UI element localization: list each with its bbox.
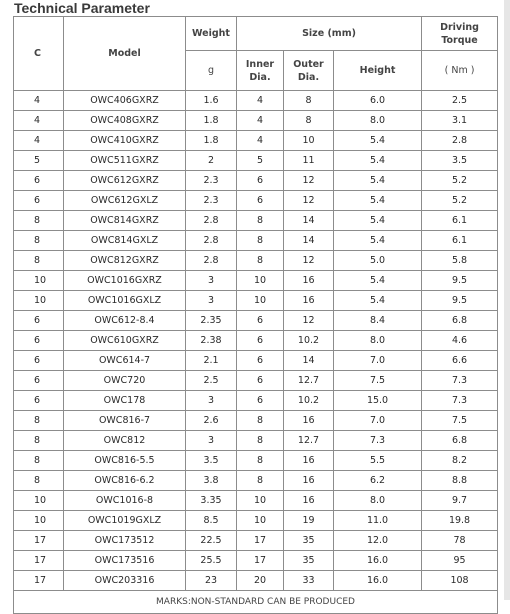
cell-weight: 2.8 [186, 231, 237, 251]
cell-model: OWC814GXRZ [64, 211, 186, 231]
cell-height: 6.0 [334, 91, 422, 111]
technical-parameter-table [13, 16, 498, 614]
cell-torque: 5.2 [422, 171, 498, 191]
cell-model: OWC816-7 [64, 411, 186, 431]
header-inner-line2: Dia. [249, 71, 271, 83]
cell-c: 10 [14, 491, 64, 511]
header-outer-dia [284, 51, 334, 91]
cell-height: 5.4 [334, 271, 422, 291]
cell-model: OWC173516 [64, 551, 186, 571]
cell-inner: 6 [237, 331, 284, 351]
table-row [14, 471, 498, 491]
cell-height: 5.4 [334, 171, 422, 191]
cell-c: 4 [14, 91, 64, 111]
cell-outer: 14 [284, 211, 334, 231]
cell-c: 6 [14, 311, 64, 331]
table-row [14, 351, 498, 371]
table-row [14, 291, 498, 311]
cell-inner: 6 [237, 171, 284, 191]
cell-c: 5 [14, 151, 64, 171]
header-size: Size (mm) [237, 17, 422, 51]
header-weight-unit: g [186, 51, 237, 91]
cell-weight: 3.35 [186, 491, 237, 511]
cell-model: OWC812 [64, 431, 186, 451]
cell-weight: 1.8 [186, 111, 237, 131]
cell-model: OWC406GXRZ [64, 91, 186, 111]
cell-model: OWC812GXRZ [64, 251, 186, 271]
cell-weight: 3 [186, 391, 237, 411]
footer-note: MARKS:NON-STANDARD CAN BE PRODUCED [14, 591, 498, 614]
header-weight: Weight [186, 17, 237, 51]
cell-inner: 8 [237, 451, 284, 471]
cell-model: OWC816-6.2 [64, 471, 186, 491]
cell-inner: 10 [237, 271, 284, 291]
cell-model: OWC408GXRZ [64, 111, 186, 131]
cell-inner: 5 [237, 151, 284, 171]
footer-row [14, 591, 498, 614]
cell-outer: 16 [284, 291, 334, 311]
header-outer-line1: Outer [293, 58, 324, 70]
cell-inner: 8 [237, 471, 284, 491]
cell-model: OWC814GXLZ [64, 231, 186, 251]
cell-torque: 7.3 [422, 371, 498, 391]
table-row [14, 371, 498, 391]
cell-weight: 2.38 [186, 331, 237, 351]
cell-c: 8 [14, 251, 64, 271]
cell-weight: 2.3 [186, 171, 237, 191]
cell-weight: 2.8 [186, 211, 237, 231]
cell-model: OWC410GXRZ [64, 131, 186, 151]
cell-weight: 3.8 [186, 471, 237, 491]
cell-c: 8 [14, 451, 64, 471]
cell-torque: 8.2 [422, 451, 498, 471]
cell-height: 16.0 [334, 571, 422, 591]
cell-inner: 10 [237, 491, 284, 511]
cell-c: 6 [14, 371, 64, 391]
cell-weight: 23 [186, 571, 237, 591]
table-row [14, 251, 498, 271]
cell-height: 5.4 [334, 291, 422, 311]
table-row [14, 571, 498, 591]
cell-inner: 17 [237, 551, 284, 571]
cell-height: 6.2 [334, 471, 422, 491]
section-title: Technical Parameter [14, 0, 150, 16]
table-row [14, 451, 498, 471]
cell-outer: 35 [284, 551, 334, 571]
cell-c: 4 [14, 131, 64, 151]
cell-c: 10 [14, 511, 64, 531]
table-row [14, 431, 498, 451]
cell-inner: 6 [237, 371, 284, 391]
cell-inner: 17 [237, 531, 284, 551]
cell-c: 8 [14, 411, 64, 431]
cell-outer: 11 [284, 151, 334, 171]
cell-inner: 4 [237, 131, 284, 151]
cell-c: 6 [14, 351, 64, 371]
cell-weight: 2.35 [186, 311, 237, 331]
header-inner-line1: Inner [245, 58, 275, 70]
cell-height: 8.0 [334, 491, 422, 511]
cell-outer: 16 [284, 451, 334, 471]
header-outer-line2: Dia. [297, 71, 320, 83]
cell-outer: 14 [284, 351, 334, 371]
cell-torque: 6.6 [422, 351, 498, 371]
table-row [14, 111, 498, 131]
cell-outer: 16 [284, 411, 334, 431]
cell-model: OWC1016-8 [64, 491, 186, 511]
cell-torque: 7.3 [422, 391, 498, 411]
cell-height: 5.0 [334, 251, 422, 271]
header-model: Model [64, 17, 186, 91]
table-row [14, 131, 498, 151]
cell-outer: 12 [284, 191, 334, 211]
cell-torque: 108 [422, 571, 498, 591]
cell-height: 7.0 [334, 411, 422, 431]
table-row [14, 391, 498, 411]
cell-weight: 2.3 [186, 191, 237, 211]
table-row [14, 151, 498, 171]
table-row [14, 411, 498, 431]
cell-outer: 16 [284, 471, 334, 491]
table-row [14, 211, 498, 231]
header-c: C [14, 17, 64, 91]
cell-torque: 3.5 [422, 151, 498, 171]
table-row [14, 331, 498, 351]
cell-model: OWC720 [64, 371, 186, 391]
cell-height: 5.4 [334, 131, 422, 151]
cell-model: OWC511GXRZ [64, 151, 186, 171]
cell-c: 17 [14, 551, 64, 571]
cell-outer: 16 [284, 271, 334, 291]
header-height: Height [334, 51, 422, 91]
cell-outer: 33 [284, 571, 334, 591]
cell-outer: 10 [284, 131, 334, 151]
cell-model: OWC612-8.4 [64, 311, 186, 331]
cell-c: 8 [14, 231, 64, 251]
cell-height: 5.5 [334, 451, 422, 471]
cell-torque: 5.8 [422, 251, 498, 271]
cell-outer: 8 [284, 91, 334, 111]
cell-height: 12.0 [334, 531, 422, 551]
cell-outer: 16 [284, 491, 334, 511]
cell-weight: 3 [186, 291, 237, 311]
header-driving-torque [422, 17, 498, 51]
cell-inner: 6 [237, 311, 284, 331]
cell-outer: 35 [284, 531, 334, 551]
cell-model: OWC1019GXLZ [64, 511, 186, 531]
cell-outer: 12 [284, 311, 334, 331]
scrollbar[interactable] [504, 0, 510, 600]
cell-height: 8.0 [334, 331, 422, 351]
cell-model: OWC612GXRZ [64, 171, 186, 191]
cell-model: OWC178 [64, 391, 186, 411]
cell-weight: 1.8 [186, 131, 237, 151]
cell-torque: 9.7 [422, 491, 498, 511]
cell-height: 7.3 [334, 431, 422, 451]
cell-torque: 6.8 [422, 311, 498, 331]
cell-height: 15.0 [334, 391, 422, 411]
cell-model: OWC173512 [64, 531, 186, 551]
cell-model: OWC816-5.5 [64, 451, 186, 471]
header-torque-line1: Driving [440, 21, 479, 33]
cell-c: 6 [14, 191, 64, 211]
cell-model: OWC612GXLZ [64, 191, 186, 211]
table-row [14, 231, 498, 251]
cell-c: 8 [14, 431, 64, 451]
cell-torque: 9.5 [422, 271, 498, 291]
table-row [14, 511, 498, 531]
cell-outer: 8 [284, 111, 334, 131]
cell-weight: 3 [186, 271, 237, 291]
header-row-top [14, 17, 498, 51]
cell-inner: 4 [237, 111, 284, 131]
cell-inner: 8 [237, 431, 284, 451]
cell-outer: 12 [284, 251, 334, 271]
cell-torque: 78 [422, 531, 498, 551]
cell-height: 7.5 [334, 371, 422, 391]
cell-c: 8 [14, 211, 64, 231]
cell-height: 5.4 [334, 231, 422, 251]
cell-torque: 2.5 [422, 91, 498, 111]
cell-height: 7.0 [334, 351, 422, 371]
table-row [14, 491, 498, 511]
cell-torque: 6.1 [422, 211, 498, 231]
cell-c: 10 [14, 271, 64, 291]
cell-outer: 14 [284, 231, 334, 251]
table-row [14, 91, 498, 111]
cell-inner: 8 [237, 231, 284, 251]
cell-outer: 19 [284, 511, 334, 531]
cell-c: 4 [14, 111, 64, 131]
cell-weight: 22.5 [186, 531, 237, 551]
cell-c: 6 [14, 331, 64, 351]
cell-height: 5.4 [334, 151, 422, 171]
cell-inner: 6 [237, 351, 284, 371]
cell-inner: 20 [237, 571, 284, 591]
cell-outer: 12.7 [284, 371, 334, 391]
cell-inner: 6 [237, 391, 284, 411]
cell-weight: 2.5 [186, 371, 237, 391]
table-row [14, 531, 498, 551]
cell-height: 8.4 [334, 311, 422, 331]
cell-torque: 7.5 [422, 411, 498, 431]
cell-model: OWC614-7 [64, 351, 186, 371]
cell-torque: 95 [422, 551, 498, 571]
cell-inner: 4 [237, 91, 284, 111]
cell-weight: 1.6 [186, 91, 237, 111]
cell-weight: 2.6 [186, 411, 237, 431]
table-row [14, 191, 498, 211]
cell-height: 5.4 [334, 211, 422, 231]
cell-torque: 2.8 [422, 131, 498, 151]
cell-torque: 9.5 [422, 291, 498, 311]
cell-weight: 3.5 [186, 451, 237, 471]
cell-torque: 4.6 [422, 331, 498, 351]
cell-outer: 10.2 [284, 331, 334, 351]
cell-inner: 8 [237, 411, 284, 431]
table-row [14, 271, 498, 291]
cell-height: 16.0 [334, 551, 422, 571]
table-row [14, 551, 498, 571]
cell-torque: 19.8 [422, 511, 498, 531]
cell-model: OWC1016GXLZ [64, 291, 186, 311]
cell-torque: 6.8 [422, 431, 498, 451]
cell-outer: 10.2 [284, 391, 334, 411]
cell-height: 11.0 [334, 511, 422, 531]
cell-weight: 2.1 [186, 351, 237, 371]
cell-c: 8 [14, 471, 64, 491]
cell-weight: 2 [186, 151, 237, 171]
cell-c: 17 [14, 571, 64, 591]
cell-c: 10 [14, 291, 64, 311]
cell-weight: 8.5 [186, 511, 237, 531]
header-torque-line2: Torque [441, 34, 478, 46]
cell-inner: 6 [237, 191, 284, 211]
cell-torque: 3.1 [422, 111, 498, 131]
cell-height: 5.4 [334, 191, 422, 211]
cell-weight: 2.8 [186, 251, 237, 271]
cell-weight: 25.5 [186, 551, 237, 571]
cell-torque: 6.1 [422, 231, 498, 251]
cell-torque: 8.8 [422, 471, 498, 491]
cell-outer: 12 [284, 171, 334, 191]
table-row [14, 171, 498, 191]
cell-torque: 5.2 [422, 191, 498, 211]
cell-model: OWC610GXRZ [64, 331, 186, 351]
cell-model: OWC203316 [64, 571, 186, 591]
cell-outer: 12.7 [284, 431, 334, 451]
table-row [14, 311, 498, 331]
cell-model: OWC1016GXRZ [64, 271, 186, 291]
cell-inner: 10 [237, 511, 284, 531]
cell-weight: 3 [186, 431, 237, 451]
header-inner-dia [237, 51, 284, 91]
cell-c: 6 [14, 391, 64, 411]
header-torque-unit: ( Nm ) [422, 51, 498, 91]
cell-height: 8.0 [334, 111, 422, 131]
cell-inner: 8 [237, 211, 284, 231]
cell-inner: 10 [237, 291, 284, 311]
cell-inner: 8 [237, 251, 284, 271]
cell-c: 6 [14, 171, 64, 191]
cell-c: 17 [14, 531, 64, 551]
